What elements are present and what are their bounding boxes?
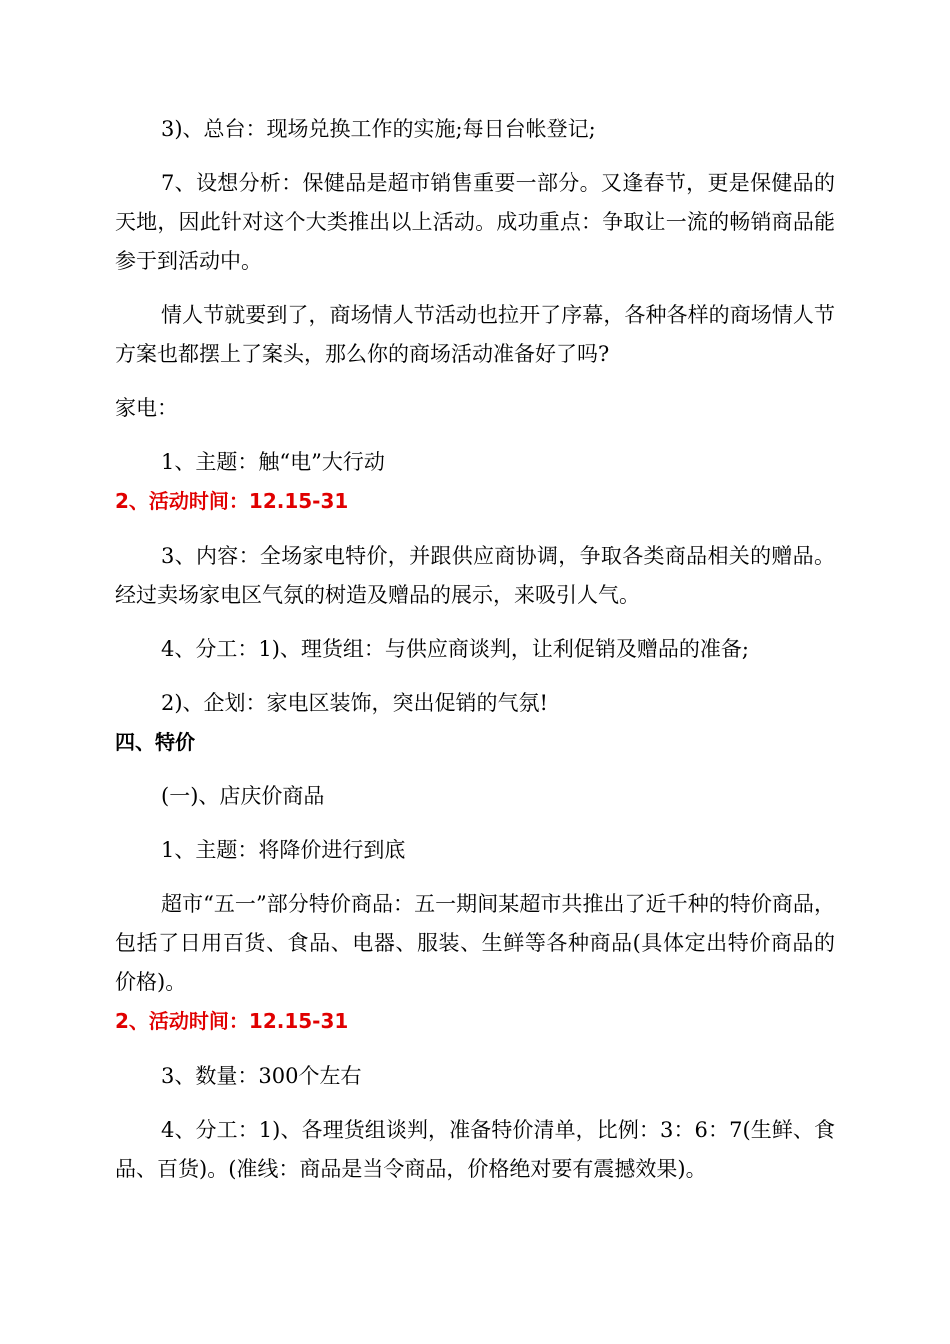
paragraph-price-theme: 1、主题：将降价进行到底 [161,838,406,862]
paragraph-analysis: 7、设想分析：保健品是超市销售重要一部分。又逢春节，更是保健品的天地，因此针对这个大类推出以上活动。成功重点：争取让一流的畅销商品能参于到活动中。 [115,171,835,273]
paragraph-appliance-division: 4、分工：1)、理货组：与供应商谈判，让利促销及赠品的准备; [161,637,749,661]
paragraph-appliance-theme: 1、主题：触“电”大行动 [161,450,385,474]
paragraph-price-division: 4、分工：1)、各理货组谈判，准备特价清单，比例：3：6：7(生鲜、食品、百货)。(准线：商品是当令商品，价格绝对要有震撼效果)。 [115,1118,835,1181]
red-heading-activity-time: 2、活动时间：12.15-31 [115,489,349,513]
paragraph-valentines: 情人节就要到了，商场情人节活动也拉开了序幕，各种各样的商场情人节方案也都摆上了案头，那么你的商场活动准备好了吗? [115,303,835,366]
paragraph-front-desk: 3)、总台：现场兑换工作的实施;每日台帐登记; [161,117,596,141]
paragraph-anniversary-goods: (一)、店庆价商品 [161,784,325,808]
section-heading-special-price: 四、特价 [115,730,195,754]
document-body [115,110,835,1189]
paragraph-appliance-content: 3、内容：全场家电特价，并跟供应商协调，争取各类商品相关的赠品。经过卖场家电区气氛的树造及赠品的展示，来吸引人气。 [115,544,835,607]
paragraph-planning: 2)、企划：家电区装饰，突出促销的气氛! [161,691,548,715]
section-appliances-label: 家电： [115,396,178,420]
paragraph-quantity: 3、数量：300个左右 [161,1064,362,1088]
paragraph-may-day-specials: 超市“五一”部分特价商品：五一期间某超市共推出了近千种的特价商品，包括了日用百货、食品、电器、服装、生鲜等各种商品(具体定出特价商品的价格)。 [115,892,835,994]
red-heading-activity-time-2: 2、活动时间：12.15-31 [115,1009,349,1033]
